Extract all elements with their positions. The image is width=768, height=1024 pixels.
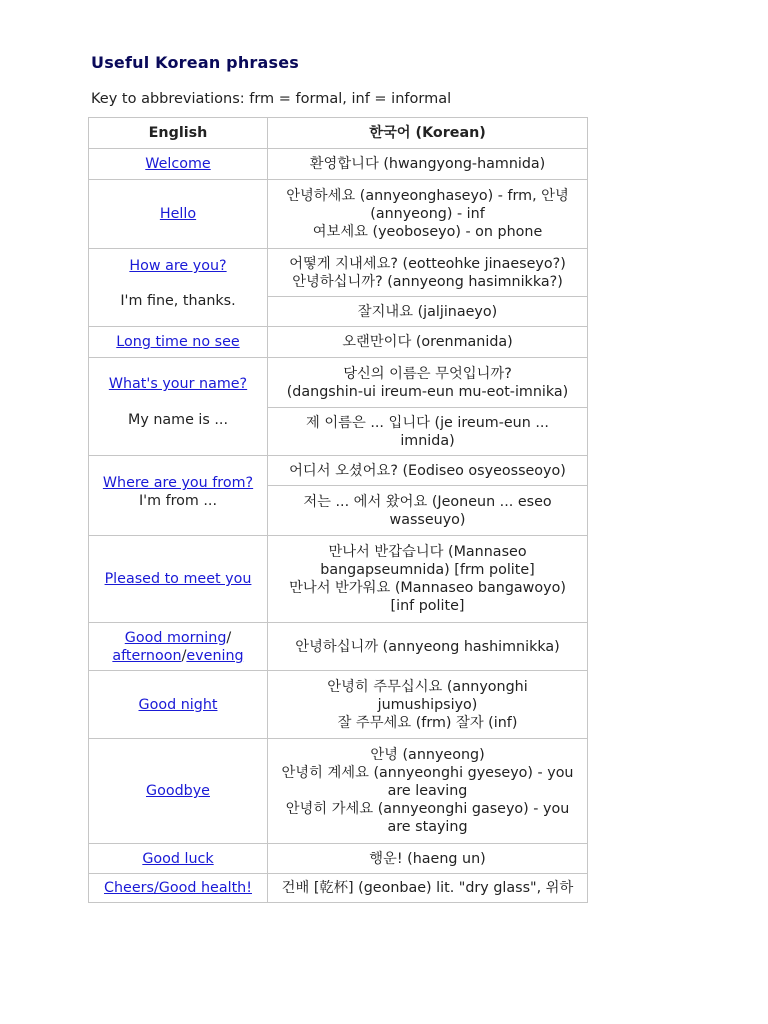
english-cell — [89, 739, 268, 844]
table-header-row — [89, 118, 588, 149]
english-cell — [89, 456, 268, 536]
english-cell — [89, 623, 268, 671]
korean-text: 만나서 반갑습니다 (Mannaseo — [328, 544, 527, 560]
korean-text: wasseuyo) — [389, 511, 466, 528]
korean-cell — [268, 844, 588, 874]
table-row — [89, 844, 588, 874]
korean-text: 안녕 (annyeong) — [370, 747, 485, 763]
separator-slash: / — [181, 647, 187, 664]
korean-text: 오랜만이다 (orenmanida) — [342, 334, 513, 350]
english-cell — [89, 327, 268, 358]
korean-cell — [268, 671, 588, 739]
korean-cell — [268, 623, 588, 671]
korean-cell — [268, 456, 588, 486]
header-korean: 한국어 (Korean) — [268, 118, 588, 149]
table-row — [89, 623, 588, 671]
english-cell — [89, 536, 268, 623]
korean-text: (dangshin-ui ireum-eun mu-eot-imnika) — [286, 383, 569, 400]
korean-text: [inf polite] — [390, 598, 465, 614]
korean-text: 안녕하십니까 (annyeong hashimnikka) — [295, 638, 560, 655]
english-text-my-name-is: My name is ... — [127, 412, 229, 428]
korean-text: 어디서 오셨어요? (Eodiseo osyeosseoyo) — [289, 462, 566, 479]
link-cheers[interactable]: Cheers/Good health! — [104, 880, 252, 896]
korean-text: 잘지내요 (jaljinaeyo) — [357, 303, 498, 320]
english-text-im-from: I'm from ... — [138, 493, 218, 509]
english-cell — [89, 358, 268, 456]
link-evening[interactable]: evening — [186, 647, 244, 664]
korean-text: jumushipsiyo) — [377, 696, 478, 713]
korean-cell — [268, 739, 588, 844]
link-where-are-you-from[interactable]: Where are you from? — [102, 475, 254, 491]
link-afternoon[interactable]: afternoon — [112, 647, 182, 664]
korean-text: 잘 주무세요 (frm) 잘자 (inf) — [337, 714, 518, 731]
korean-text: 행운! (haeng un) — [369, 850, 486, 867]
english-cell — [89, 180, 268, 249]
korean-text: 건배 [乾杯] (geonbae) lit. "dry glass", 위하 — [281, 880, 574, 896]
abbreviation-key: Key to abbreviations: frm = formal, inf = informal — [91, 91, 452, 107]
english-text-im-fine: I'm fine, thanks. — [120, 293, 236, 309]
table-row — [89, 358, 588, 408]
korean-text: 당신의 이름은 무엇입니까? — [343, 365, 512, 382]
link-goodbye[interactable]: Goodbye — [146, 783, 210, 799]
korean-text: imnida) — [400, 432, 455, 449]
korean-text: are leaving — [387, 783, 468, 799]
korean-cell — [268, 149, 588, 180]
link-hello[interactable]: Hello — [159, 206, 197, 222]
korean-text: 안녕히 계세요 (annyeonghi gyeseyo) - you — [281, 765, 574, 781]
table-row — [89, 180, 588, 249]
korean-text: 환영합니다 (hwangyong-hamnida) — [309, 156, 546, 172]
korean-text: (annyeong) - inf — [370, 206, 485, 222]
korean-text: 안녕히 가세요 (annyeonghi gaseyo) - you — [285, 801, 570, 817]
link-pleased-to-meet-you[interactable]: Pleased to meet you — [104, 571, 252, 587]
page-title: Useful Korean phrases — [91, 53, 300, 72]
korean-text: 여보세요 (yeoboseyo) - on phone — [312, 224, 543, 240]
korean-cell — [268, 486, 588, 536]
korean-cell — [268, 180, 588, 249]
korean-cell — [268, 249, 588, 297]
table-row — [89, 671, 588, 739]
table-row — [89, 739, 588, 844]
phrase-table — [88, 117, 588, 903]
table-row — [89, 249, 588, 297]
table-row — [89, 536, 588, 623]
english-cell — [89, 874, 268, 903]
table-row — [89, 149, 588, 180]
korean-text: 안녕하세요 (annyeonghaseyo) - frm, 안녕 — [286, 188, 569, 204]
korean-cell — [268, 874, 588, 903]
link-how-are-you[interactable]: How are you? — [129, 258, 227, 274]
korean-text: 안녕하십니까? (annyeong hasimnikka?) — [292, 273, 563, 290]
link-good-morning[interactable]: Good morning — [124, 629, 227, 646]
korean-cell — [268, 358, 588, 408]
korean-text: 만나서 반가워요 (Mannaseo bangawoyo) — [289, 580, 566, 596]
header-english: English — [89, 118, 268, 149]
english-cell — [89, 844, 268, 874]
table-row — [89, 874, 588, 903]
link-welcome[interactable]: Welcome — [145, 156, 211, 172]
table-row — [89, 456, 588, 486]
korean-text: 저는 ... 에서 왔어요 (Jeoneun ... eseo — [303, 493, 552, 510]
separator-slash: / — [226, 629, 232, 646]
korean-cell — [268, 327, 588, 358]
korean-text: 제 이름은 ... 입니다 (je ireum-eun ... — [306, 414, 549, 431]
korean-text: are staying — [387, 819, 468, 835]
korean-cell — [268, 297, 588, 327]
english-cell — [89, 249, 268, 327]
korean-text: bangapseumnida) [frm polite] — [320, 562, 535, 578]
english-cell — [89, 149, 268, 180]
link-good-luck[interactable]: Good luck — [142, 850, 214, 867]
korean-cell — [268, 408, 588, 456]
link-whats-your-name[interactable]: What's your name? — [108, 376, 248, 392]
table-row — [89, 327, 588, 358]
link-long-time-no-see[interactable]: Long time no see — [116, 334, 240, 350]
english-cell — [89, 671, 268, 739]
korean-text: 어떻게 지내세요? (eotteohke jinaeseyo?) — [289, 255, 566, 272]
link-good-night[interactable]: Good night — [138, 696, 218, 713]
korean-text: 안녕히 주무십시요 (annyonghi — [327, 678, 528, 695]
korean-cell — [268, 536, 588, 623]
